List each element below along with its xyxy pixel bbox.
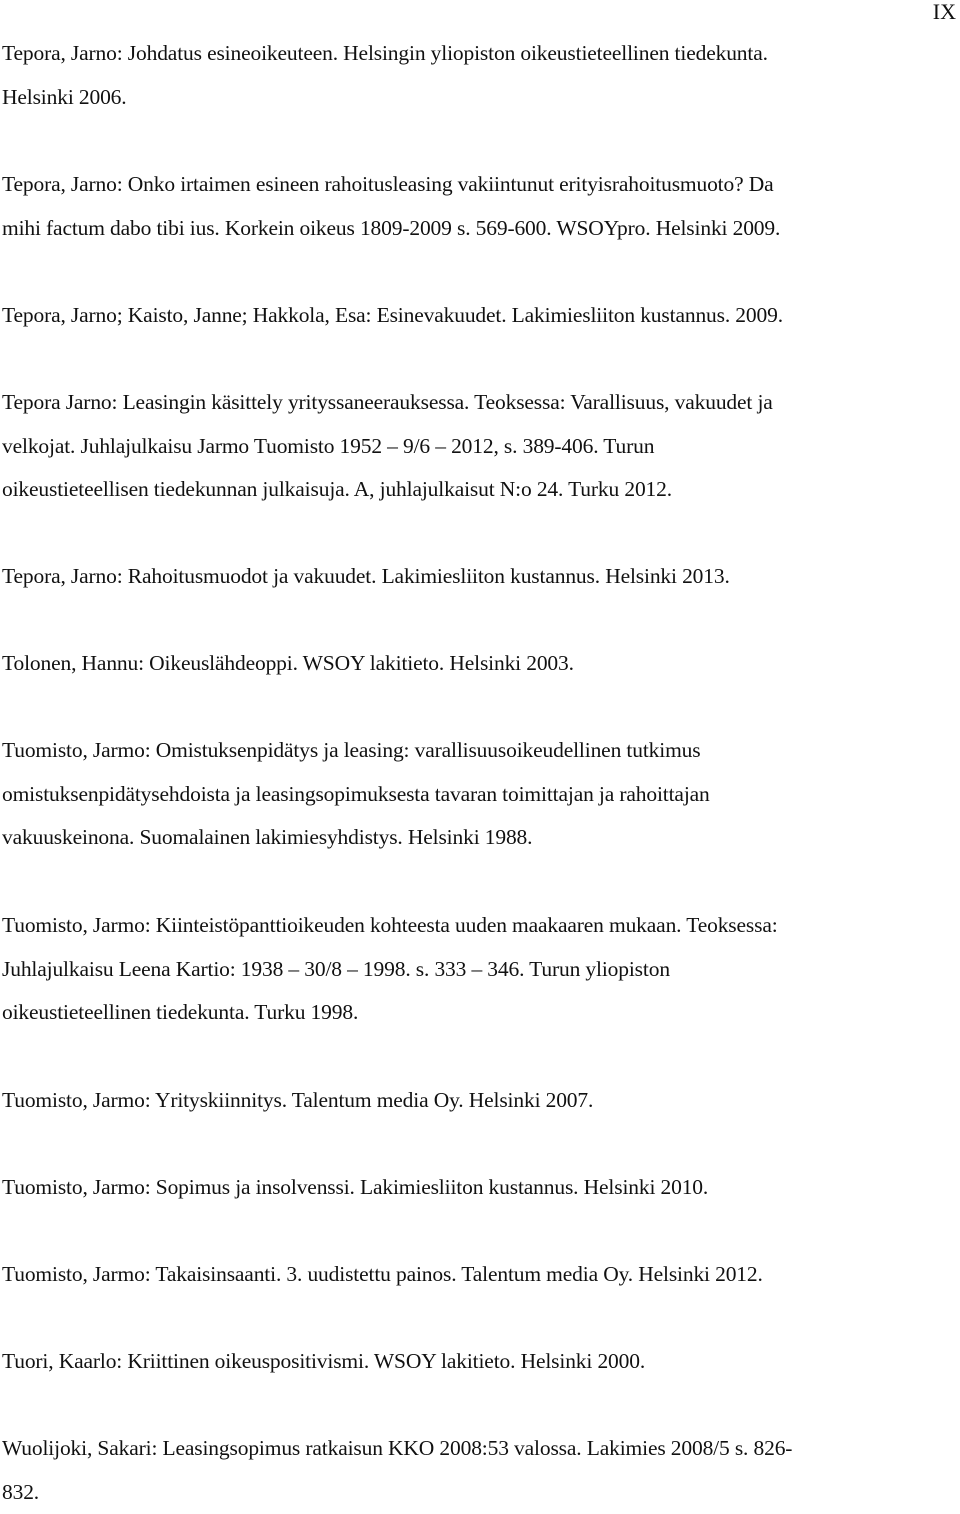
reference-line: Helsinki 2006.: [2, 76, 950, 120]
reference-entry: [2, 1427, 950, 1514]
reference-line: mihi factum dabo tibi ius. Korkein oikeus 1809-2009 s. 569-600. WSOYpro. Helsinki 2009.: [2, 207, 950, 251]
reference-line: oikeustieteellisen tiedekunnan julkaisuja. A, juhlajulkaisut N:o 24. Turku 2012.: [2, 468, 950, 512]
reference-line: Juhlajulkaisu Leena Kartio: 1938 – 30/8 – 1998. s. 333 – 346. Turun yliopiston: [2, 948, 950, 992]
reference-line: Tepora, Jarno: Johdatus esineoikeuteen. Helsingin yliopiston oikeustieteellinen tiedekunta.: [2, 32, 950, 76]
reference-entry: [2, 642, 950, 686]
reference-entry: [2, 163, 950, 250]
reference-line: oikeustieteellinen tiedekunta. Turku 1998.: [2, 991, 950, 1035]
reference-line: Wuolijoki, Sakari: Leasingsopimus ratkaisun KKO 2008:53 valossa. Lakimies 2008/5 s. 826-: [2, 1427, 950, 1471]
reference-line: Tolonen, Hannu: Oikeuslähdeoppi. WSOY lakitieto. Helsinki 2003.: [2, 642, 950, 686]
reference-line: Tepora, Jarno: Onko irtaimen esineen rahoitusleasing vakiintunut erityisrahoitusmuoto? Da: [2, 163, 950, 207]
reference-line: vakuuskeinona. Suomalainen lakimiesyhdistys. Helsinki 1988.: [2, 816, 950, 860]
reference-line: Tuomisto, Jarmo: Kiinteistöpanttioikeuden kohteesta uuden maakaaren mukaan. Teoksessa:: [2, 904, 950, 948]
reference-entry: [2, 1340, 950, 1384]
reference-line: Tepora, Jarno: Rahoitusmuodot ja vakuudet. Lakimiesliiton kustannus. Helsinki 2013.: [2, 555, 950, 599]
reference-line: Tepora Jarno: Leasingin käsittely yrityssaneerauksessa. Teoksessa: Varallisuus, vakuudet ja: [2, 381, 950, 425]
reference-entry: [2, 294, 950, 338]
reference-entry: [2, 904, 950, 1035]
reference-entry: [2, 1079, 950, 1123]
reference-line: Tuomisto, Jarmo: Omistuksenpidätys ja leasing: varallisuusoikeudellinen tutkimus: [2, 729, 950, 773]
reference-entry: [2, 381, 950, 512]
reference-line: Tuomisto, Jarmo: Takaisinsaanti. 3. uudistettu painos. Talentum media Oy. Helsinki 2012.: [2, 1253, 950, 1297]
reference-line: 832.: [2, 1471, 950, 1514]
reference-line: Tuomisto, Jarmo: Sopimus ja insolvenssi. Lakimiesliiton kustannus. Helsinki 2010.: [2, 1166, 950, 1210]
reference-entry: [2, 1253, 950, 1297]
reference-line: velkojat. Juhlajulkaisu Jarmo Tuomisto 1952 – 9/6 – 2012, s. 389-406. Turun: [2, 425, 950, 469]
reference-entry: [2, 1166, 950, 1210]
reference-entry: [2, 555, 950, 599]
reference-line: omistuksenpidätysehdoista ja leasingsopimuksesta tavaran toimittajan ja rahoittajan: [2, 773, 950, 817]
reference-line: Tuomisto, Jarmo: Yrityskiinnitys. Talentum media Oy. Helsinki 2007.: [2, 1079, 950, 1123]
page-number: IX: [933, 0, 956, 24]
reference-line: Tuori, Kaarlo: Kriittinen oikeuspositivismi. WSOY lakitieto. Helsinki 2000.: [2, 1340, 950, 1384]
reference-entry: [2, 729, 950, 860]
reference-entry: [2, 32, 950, 119]
reference-line: Tepora, Jarno; Kaisto, Janne; Hakkola, Esa: Esinevakuudet. Lakimiesliiton kustannus. 2009.: [2, 294, 950, 338]
